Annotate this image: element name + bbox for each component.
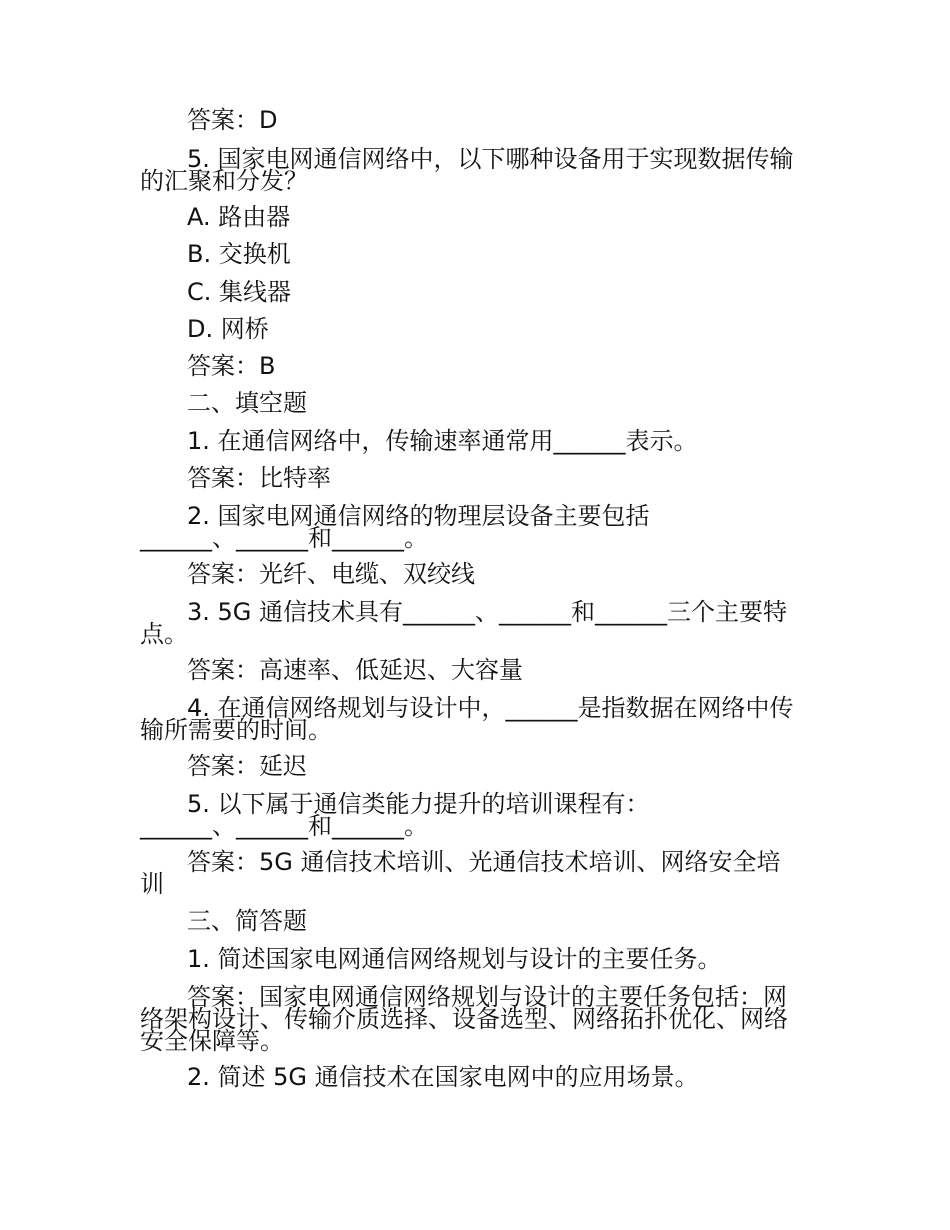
answer-line: 答案：D — [187, 106, 278, 134]
question-text: 2. 国家电网通信网络的物理层设备主要包括 — [187, 502, 650, 530]
option-a: A. 路由器 — [187, 203, 291, 231]
question-text: 2. 简述 5G 通信技术在国家电网中的应用场景。 — [187, 1063, 699, 1091]
question-text: 1. 在通信网络中，传输速率通常用______表示。 — [187, 427, 698, 455]
answer-line: 答案：国家电网通信网络规划与设计的主要任务包括：网 — [187, 983, 787, 1011]
answer-line: 答案：延迟 — [187, 752, 307, 780]
question-text-continued: ______、______和______。 — [140, 524, 428, 552]
question-text-continued: 的汇聚和分发？ — [140, 167, 308, 195]
section-heading: 二、填空题 — [187, 389, 307, 417]
question-text: 3. 5G 通信技术具有______、______和______三个主要特 — [187, 598, 788, 626]
question-text: 5. 国家电网通信网络中，以下哪种设备用于实现数据传输 — [187, 145, 794, 173]
question-text-continued: 点。 — [140, 620, 188, 648]
answer-line: 答案：光纤、电缆、双绞线 — [187, 560, 475, 588]
question-text: 4. 在通信网络规划与设计中，______是指数据在网络中传 — [187, 694, 794, 722]
answer-line: 答案：5G 通信技术培训、光通信技术培训、网络安全培 — [187, 848, 781, 876]
answer-line: 答案：B — [187, 352, 276, 380]
option-d: D. 网桥 — [187, 315, 269, 343]
answer-line: 答案：比特率 — [187, 464, 331, 492]
option-c: C. 集线器 — [187, 278, 292, 306]
answer-line: 答案：高速率、低延迟、大容量 — [187, 656, 523, 684]
answer-line-continued: 络架构设计、传输介质选择、设备选型、网络拓扑优化、网络 — [140, 1005, 788, 1033]
section-heading: 三、简答题 — [187, 907, 307, 935]
answer-line-continued: 安全保障等。 — [140, 1027, 284, 1055]
option-b: B. 交换机 — [187, 240, 291, 268]
question-text: 1. 简述国家电网通信网络规划与设计的主要任务。 — [187, 945, 722, 973]
question-text-continued: 输所需要的时间。 — [140, 716, 332, 744]
question-text-continued: ______、______和______。 — [140, 812, 428, 840]
answer-line-continued: 训 — [140, 870, 164, 898]
question-text: 5. 以下属于通信类能力提升的培训课程有： — [187, 790, 650, 818]
